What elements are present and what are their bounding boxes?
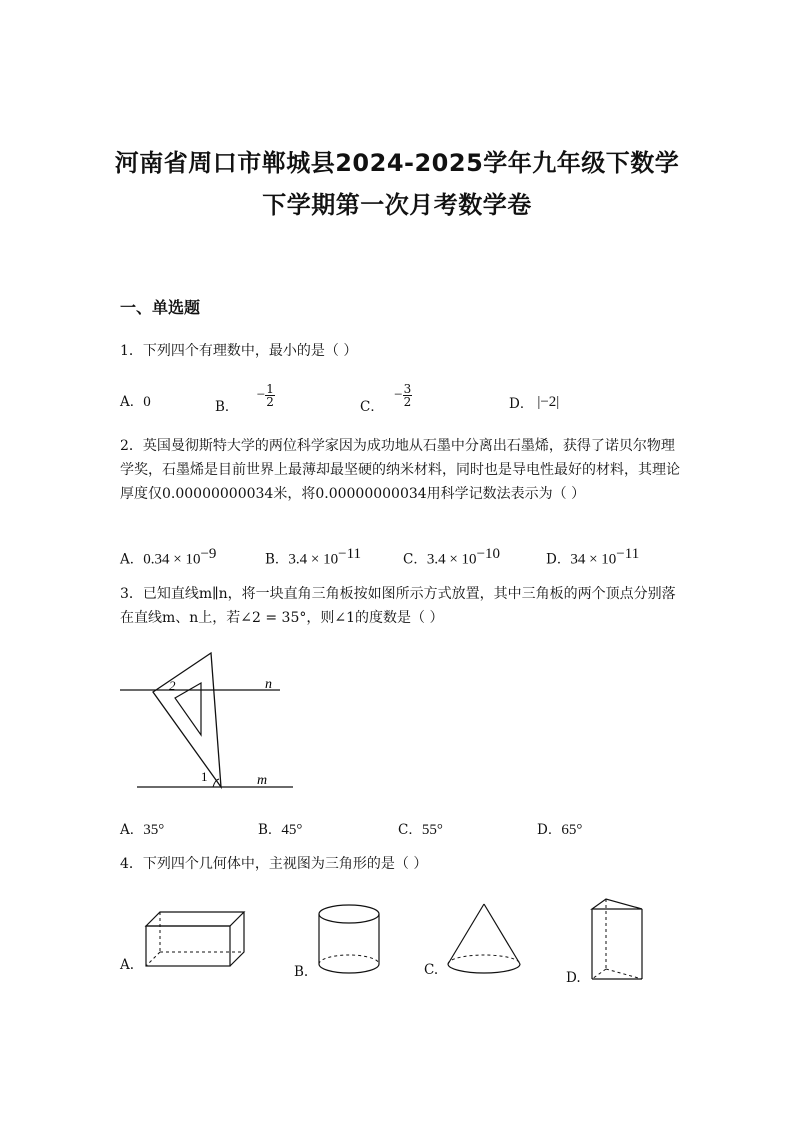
exam-title-line1: 河南省周口市郸城县2024-2025学年九年级下数学 (114, 149, 680, 177)
q3-option-c: C．55° (398, 822, 443, 838)
label-m: m (257, 773, 268, 788)
q4-option-a-label: A. (120, 957, 135, 973)
question-4-stem: 4．下列四个几何体中，主视图为三角形的是（ ） (120, 856, 428, 872)
q2-option-b: B．$3.4 \times 10^{-11}$ (265, 546, 362, 568)
q1-option-b: B． − $\frac{1}{2}$ (215, 382, 274, 415)
q1-option-a: A．0 (120, 394, 151, 410)
q1-option-c: C． − $\frac{3}{2}$ (360, 382, 412, 415)
label-n: n (265, 677, 272, 692)
question-1-stem: 1．下列四个有理数中，最小的是（ ） (120, 343, 358, 359)
q2-option-c: C．$3.4 \times 10^{-10}$ (403, 546, 501, 568)
q3-option-a: A．35° (120, 822, 165, 838)
question-3-stem: 3．已知直线m∥n，将一块直角三角板按如图所示方式放置，其中三角板的两个顶点分别落在直线m、n上，若∠2 = 35°，则∠1的度数是（ ） (120, 586, 676, 626)
cylinder-icon (314, 900, 386, 980)
exam-title-line2: 下学期第一次月考数学卷 (262, 191, 532, 219)
q3-figure (115, 650, 310, 795)
q3-option-d: D．65° (537, 822, 583, 838)
label-angle-2: 2 (169, 678, 176, 693)
cone-icon (444, 900, 526, 978)
q4-option-c-label: C. (424, 962, 439, 978)
cuboid-icon (140, 906, 250, 971)
q2-option-d: D．$34 \times 10^{-11}$ (546, 546, 640, 568)
triangular-prism-icon (586, 895, 648, 987)
q4-option-b-label: B. (294, 964, 309, 980)
q4-option-d-label: D. (566, 970, 581, 986)
q3-option-b: B．45° (258, 822, 303, 838)
section-heading: 一、单选题 (120, 298, 201, 317)
question-2-stem: 2．英国曼彻斯特大学的两位科学家因为成功地从石墨中分离出石墨烯，获得了诺贝尔物理学奖，石墨烯是目前世界上最薄却最坚硬的纳米材料，同时也是导电性最好的材料，其理论厚度仅0.00000000034米，将0.00000000034用科学记数法表示为（ ） (120, 438, 680, 502)
q1-c-fraction: $\frac{3}{2}$ (403, 382, 412, 409)
label-angle-1: 1 (201, 769, 208, 784)
triangle-outer (153, 653, 221, 787)
q1-b-fraction: $\frac{1}{2}$ (266, 382, 274, 409)
q2-option-a: A．$0.34 \times 10^{-9}$ (120, 546, 217, 568)
q1-option-d: D． |−2| (509, 394, 560, 412)
